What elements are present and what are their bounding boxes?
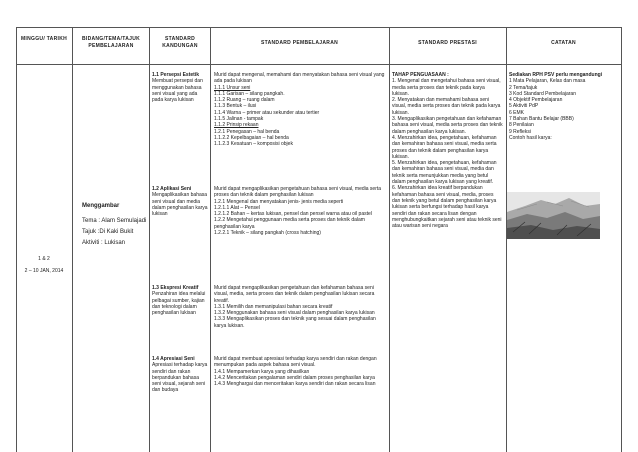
sp-1-item: 1.2.1 Penegasan – hal benda [214, 128, 280, 135]
topic-tema: Tema : Alam Semulajadi [82, 218, 147, 224]
header-bottom-border [16, 64, 621, 65]
prestasi-level: 6. Menzahirkan idea kreatif berpandukan kefahaman bahasa seni visual, media, proses dan teknik yang betul dalam penghasilan karya lukisan serta berfungsi terhadap hasil karya sendiri dan rakan secara lisan dengan menghubungkaitkan sejarah seni atau teknik seni atau warisan seni negara [392, 185, 502, 230]
sk-2-title: 1.2 Aplikasi Seni [152, 186, 192, 192]
prestasi-level: 2. Menyatakan dan memahami bahasa seni visual, media serta proses dan teknik pada karya lukisan. [392, 97, 501, 116]
sk-2 [152, 186, 208, 217]
sp-2 [214, 186, 386, 236]
catatan-item: 3 Kod Standard Pembelajaran [509, 90, 576, 97]
catatan-item: 2 Tema/tajuk [509, 84, 538, 91]
sp-2-line: 1.2.1.2 Bahan – kertas lukisan, pensel dan pensel warna atau oil pastel [214, 211, 372, 218]
header-minggu: MINGGU/ TARIKH [20, 36, 68, 42]
sp-3-line: 1.3.3 Mengaplikasikan proses dan teknik yang sesuai dalam penghasilan karya lukisan. [214, 316, 376, 329]
sk-3-title: 1.3 Ekspresi Kreatif [152, 285, 199, 291]
sk-3 [152, 285, 208, 316]
col-border-0 [16, 27, 17, 452]
catatan-title: Sediakan RPH PSV perlu mengandungi [509, 72, 603, 78]
sp-1-item: 1.1.2 Ruang – ruang dalam [214, 97, 275, 104]
week-number: 1 & 2 [38, 256, 50, 262]
sk-1 [152, 72, 208, 103]
col-border-3 [210, 27, 211, 452]
header-catatan: CATATAN [551, 40, 576, 46]
sp-1-head2: 1.1.2 Prinsip rekaan [214, 122, 259, 129]
sk-1-title: 1.1 Persepsi Estetik [152, 72, 199, 78]
prestasi-level: 4. Menzahirkan idea, pengetahuan, kefahaman dan kemahiran bahasa seni visual, media serta proses dan teknik dalam penghasilan karya lukisan. [392, 134, 497, 160]
sp-2-line: 1.2.1 Mengenal dan menyatakan jenis- jenis media seperti [214, 198, 344, 205]
sp-1-item: 1.1.4 Warna – primer atau sekunder atau tertier [214, 109, 320, 116]
col-border-6 [621, 27, 622, 452]
prestasi-level: 1. Mengenal dan mengetahui bahasa seni visual, media serta proses dan teknik pada karya lukisan. [392, 78, 501, 97]
topic-bidang: Menggambar [82, 203, 120, 209]
sample-artwork-image [507, 192, 600, 239]
sk-4-body: Apresiasi terhadap karya sendiri dan rakan berpandukan bahasa seni visual, sejarah seni dan budaya [152, 362, 208, 394]
topic-aktiviti: Aktiviti : Lukisan [82, 240, 126, 246]
sp-1-item: 1.1.5 Jalinan - tampak [214, 116, 264, 123]
sp-1-head1: 1.1.1 Unsur seni [214, 84, 251, 91]
col-border-1 [72, 27, 73, 452]
col-border-2 [149, 27, 150, 452]
catatan-item: 1 Mata Pelajaran, Kelas dan masa [509, 78, 586, 85]
sk-2-body: Mengaplikasikan bahasa seni visual dan media dalam penghasilan karya lukisan [152, 192, 208, 218]
sp-1-intro: Murid dapat mengenal, memahami dan menyatakan bahasa seni visual yang ada pada lukisan [214, 72, 385, 85]
sp-3 [214, 285, 386, 329]
sp-3-line: 1.3.2 Menggunakan bahasa seni visual dalam penghasilan karya lukisan [214, 310, 375, 317]
sp-4-intro: Murid dapat membuat apresiasi terhadap karya sendiri dan rakan dengan menumpukan pada aspek bahasa seni visual. [214, 356, 377, 369]
sp-2-intro: Murid dapat mengaplikasikan pengetahuan bahasa seni visual, media serta proses dan teknik dalam penghasilan lukisan [214, 186, 382, 199]
week-dates: 2 – 10 JAN, 2014 [24, 268, 64, 274]
catatan-item: 4 Objektif Pembelajaran [509, 97, 563, 104]
sp-4 [214, 356, 386, 387]
prestasi-level: 5. Menzahirkan idea, pengetahuan, kefahaman dan kemahiran bahasa seni visual, media dan teknik serta menunjukkan media yang betul dalam penghasilan karya lukisan yang kreatif. [392, 160, 497, 186]
sp-2-line: 1.2.2.1 Teknik – silang pangkah (cross hatching) [214, 230, 321, 237]
header-standard-prestasi: STANDARD PRESTASI [418, 40, 477, 46]
sk-3-body: Penzahiran idea melalui pelbagai sumber, kajian dan teknologi dalam penghasilan lukisan [152, 291, 206, 317]
col-border-5 [506, 27, 507, 452]
topic-tajuk: Tajuk :Di Kaki Bukit [82, 229, 134, 235]
sp-2-line: 1.2.2 Mengetahui penggunaan media serta proses dan teknik dalam penghasilan karya [214, 217, 365, 230]
sp-3-line: 1.3.1 Memilih dan memanipulasi bahan secara kreatif [214, 303, 333, 310]
sp-4-line: 1.4.1 Mempamerkan karya yang dihasilkan [214, 368, 310, 375]
sp-4-line: 1.4.3 Menghargai dan menceritakan karya sendiri dan rakan secara lisan [214, 381, 376, 388]
catatan-item: 7 Bahan Bantu Belajar (BBB) [509, 116, 574, 123]
header-standard-pembelajaran: STANDARD PEMBELAJARAN [260, 40, 339, 46]
landscape-sketch-icon [507, 192, 600, 239]
sp-1-item: 1.1.2.3 Kesatuan – komposisi objek [214, 141, 293, 148]
prestasi-block [392, 72, 503, 229]
catatan-contoh: Contoh hasil karya: [509, 134, 552, 141]
table-top-border [16, 27, 621, 28]
header-bidang: BIDANG/TEMA/TAJUK PEMBELAJARAN [81, 36, 141, 49]
sk-1-body: Membuat persepsi dan menggunakan bahasa seni visual yang ada pada karya lukisan [152, 78, 203, 104]
sp-1-item: 1.1.3 Bentuk – ilusi [214, 103, 257, 110]
catatan-item: 6 EMK [509, 109, 525, 116]
catatan-block [509, 72, 619, 141]
topic-block [82, 202, 148, 247]
header-standard-kandungan: STANDARD KANDUNGAN [162, 36, 198, 49]
sp-1 [214, 72, 386, 148]
prestasi-level: 3. Mengaplikasikan pengetahuan dan kefahaman bahasa seni visual, media serta proses dan teknik dalam penghasilan karya lukisan. [392, 116, 503, 135]
sp-1-item: 1.1.2.2 Kepelbagaian – hal benda [214, 134, 289, 141]
sp-2-line: 1.2.1.1 Alat – Pensel [214, 204, 260, 211]
sp-3-intro: Murid dapat mengaplikasikan pengetahuan dan kefahaman bahasa seni visual, media, serta proses dan teknik dalam penghasilan lukisan secara kreatif. [214, 285, 375, 304]
catatan-item: 9 Refleksi [509, 128, 531, 135]
catatan-item: 8 Penilaian [509, 122, 534, 129]
sp-1-item: 1.1.1 Garisan – silang pangkah. [214, 90, 285, 97]
sp-4-line: 1.4.2 Menceritakan pengalaman sendiri dalam proses penghasilan karya [214, 374, 375, 381]
prestasi-title: TAHAP PENGUASAAN : [392, 72, 449, 78]
col-border-4 [389, 27, 390, 452]
sk-4-title: 1.4 Apresiasi Seni [152, 356, 195, 362]
catatan-item: 5 Aktiviti PdP [509, 103, 539, 110]
sk-4 [152, 356, 208, 394]
